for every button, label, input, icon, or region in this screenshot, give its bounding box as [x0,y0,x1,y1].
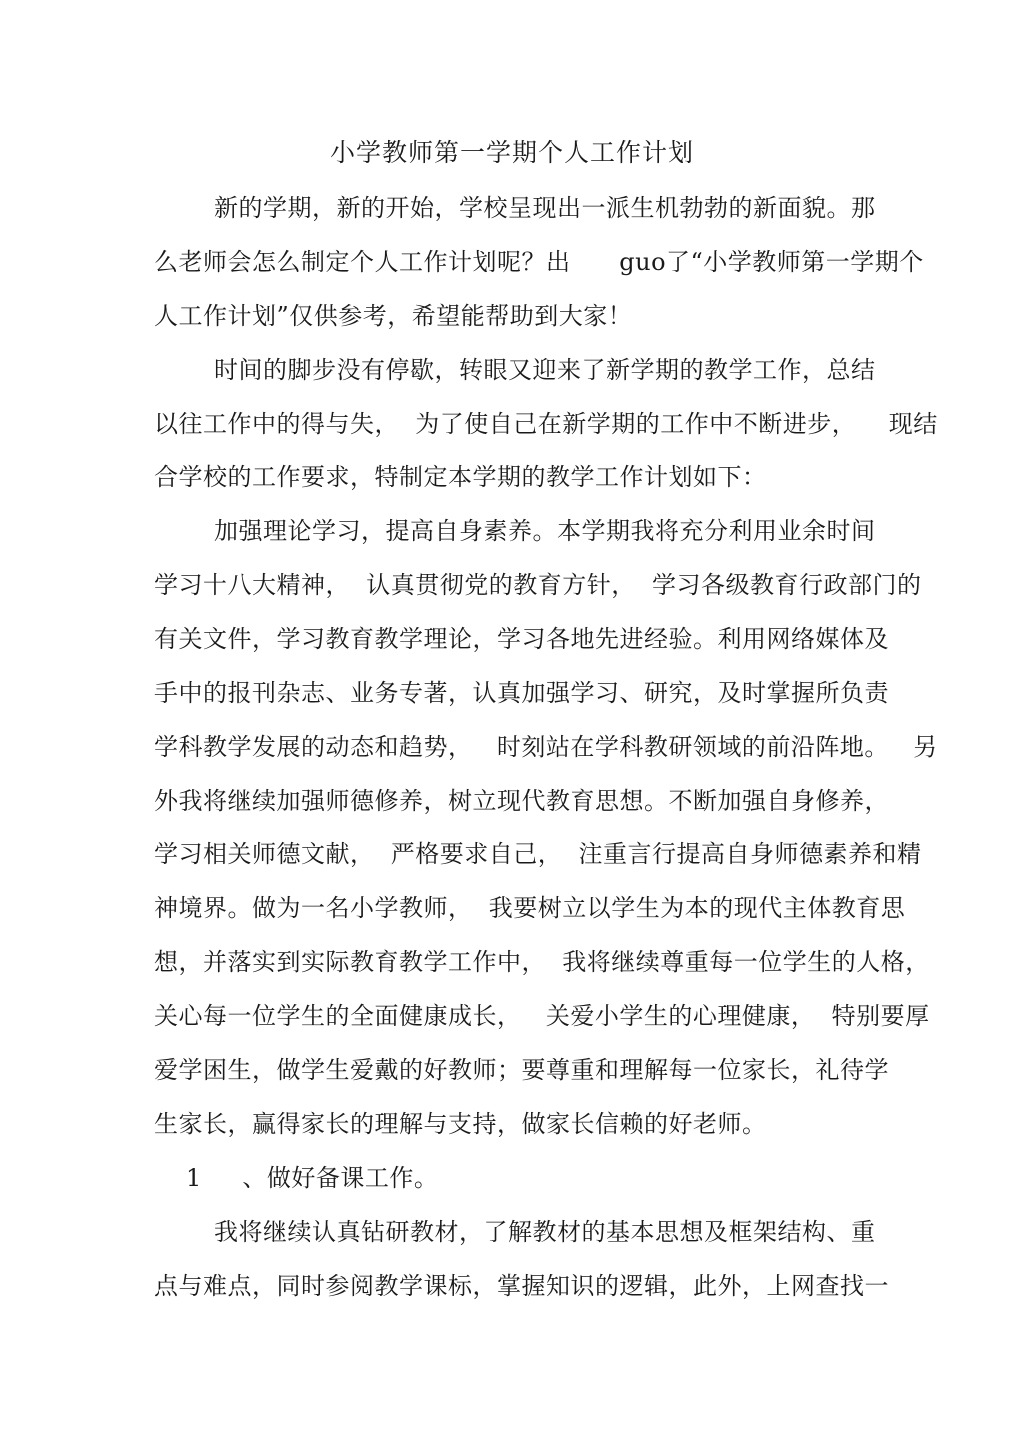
paragraph-line: 人工作计划”仅供参考，希望能帮助到大家！ [154,302,633,330]
paragraph-line: 有关文件，学习教育教学理论，学习各地先进经验。利用网络媒体及 [154,625,889,653]
paragraph-line: 关心每一位学生的全面健康成长， 关爱小学生的心理健康， 特别要厚 [154,1002,930,1030]
paragraph-line: 手中的报刊杂志、业务专著，认真加强学习、研究，及时掌握所负责 [154,679,889,707]
list-item-heading: 1 、做好备课工作。 [186,1164,439,1192]
paragraph-line: 点与难点，同时参阅教学课标，掌握知识的逻辑，此外，上网查找一 [154,1272,889,1300]
paragraph-line: 时间的脚步没有停歇，转眼又迎来了新学期的教学工作，总结 [214,356,876,384]
paragraph-line: 生家长，赢得家长的理解与支持，做家长信赖的好老师。 [154,1110,767,1138]
paragraph-line: 学习相关师德文献， 严格要求自己， 注重言行提高自身师德素养和精 [154,840,922,868]
paragraph-line: 合学校的工作要求，特制定本学期的教学工作计划如下： [154,463,767,491]
paragraph-line: 学习十八大精神， 认真贯彻党的教育方针， 学习各级教育行政部门的 [154,571,922,599]
paragraph-line: 学科教学发展的动态和趋势， 时刻站在学科教研领域的前沿阵地。 另 [154,733,938,761]
paragraph-line: 以往工作中的得与失， 为了使自己在新学期的工作中不断进步， 现结 [154,410,938,438]
document-title: 小学教师第一学期个人工作计划 [329,138,694,167]
paragraph-line: 爱学困生，做学生爱戴的好教师；要尊重和理解每一位家长，礼待学 [154,1056,889,1084]
paragraph-line: 新的学期，新的开始，学校呈现出一派生机勃勃的新面貌。那 [214,194,876,222]
paragraph-line: 神境界。做为一名小学教师， 我要树立以学生为本的现代主体教育思 [154,894,906,922]
paragraph-line: 外我将继续加强师德修养，树立现代教育思想。不断加强自身修养， [154,787,889,815]
paragraph-line: 我将继续认真钻研教材，了解教材的基本思想及框架结构、重 [214,1218,876,1246]
paragraph-line: 加强理论学习，提高自身素养。本学期我将充分利用业余时间 [214,517,876,545]
paragraph-line: 么老师会怎么制定个人工作计划呢？出 guo了“小学教师第一学期个 [154,248,924,276]
paragraph-line: 想，并落实到实际教育教学工作中， 我将继续尊重每一位学生的人格， [154,948,930,976]
